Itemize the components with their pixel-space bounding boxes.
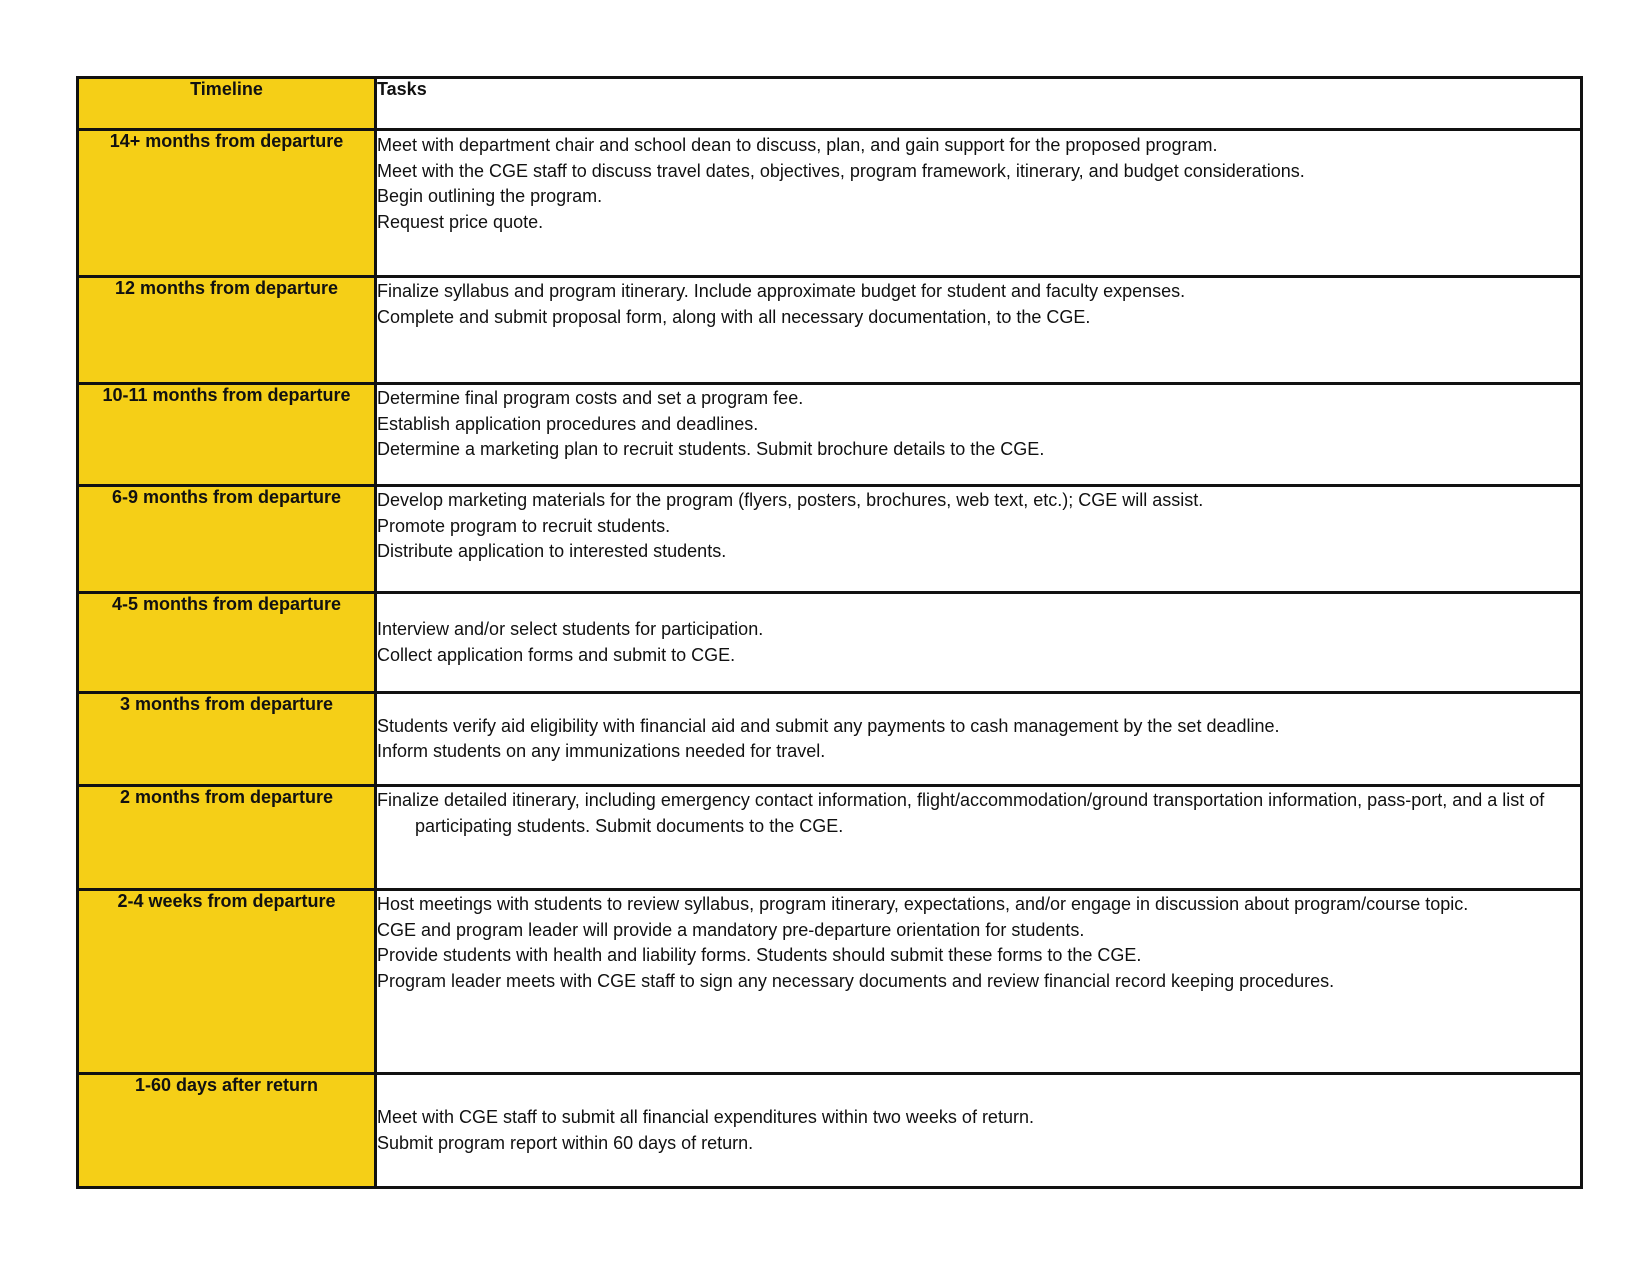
task-list — [377, 617, 1580, 668]
task-list — [377, 386, 1580, 463]
tasks-cell — [376, 786, 1582, 890]
task-item: CGE and program leader will provide a mandatory pre-departure orientation for students. — [377, 919, 1085, 940]
task-item: Meet with department chair and school dean to discuss, plan, and gain support for the proposed program. — [377, 135, 1218, 155]
task-item: Determine final program costs and set a program fee. — [377, 388, 804, 408]
task-item: Collect application forms and submit to CGE. — [377, 644, 736, 665]
timeline-cell: 14+ months from departure — [78, 130, 376, 277]
task-item: Program leader meets with CGE staff to sign any necessary documents and review financial record keeping procedures. — [377, 970, 1335, 991]
timeline-cell: 10-11 months from departure — [78, 384, 376, 486]
timeline-cell: 6-9 months from departure — [78, 486, 376, 593]
task-list — [377, 279, 1580, 330]
table-row — [78, 486, 1582, 593]
task-item: Provide students with health and liability forms. Students should submit these forms to the CGE. — [377, 945, 1142, 965]
table-header-row — [78, 78, 1582, 130]
tasks-cell — [376, 890, 1582, 1074]
timeline-cell: 2 months from departure — [78, 786, 376, 890]
timeline-cell: 2-4 weeks from departure — [78, 890, 376, 1074]
table-row — [78, 693, 1582, 786]
task-item: Establish application procedures and deadlines. — [377, 413, 759, 434]
tasks-cell — [376, 693, 1582, 786]
tasks-cell — [376, 130, 1582, 277]
tasks-cell — [376, 1074, 1582, 1188]
task-item: Begin outlining the program. — [377, 186, 603, 206]
tasks-cell — [376, 384, 1582, 486]
table-row — [78, 130, 1582, 277]
table-row — [78, 786, 1582, 890]
task-item: Finalize detailed itinerary, including emergency contact information, flight/accommodation/ground transportation information, pass-port, and a list of participating students. Submit documents to the CGE. — [377, 790, 1545, 836]
task-list — [377, 1105, 1580, 1156]
table-row — [78, 1074, 1582, 1188]
tasks-cell — [376, 277, 1582, 384]
tasks-cell — [376, 486, 1582, 593]
timeline-column-header: Timeline — [78, 78, 376, 130]
table-row — [78, 890, 1582, 1074]
table-row — [78, 593, 1582, 693]
tasks-cell — [376, 593, 1582, 693]
task-item: Distribute application to interested students. — [377, 541, 727, 561]
timeline-cell: 1-60 days after return — [78, 1074, 376, 1188]
task-list — [377, 788, 1580, 839]
task-item: Meet with the CGE staff to discuss travel dates, objectives, program framework, itinerary, and budget considerations. — [377, 160, 1305, 181]
task-item: Promote program to recruit students. — [377, 515, 671, 536]
task-list — [377, 714, 1580, 765]
task-item: Meet with CGE staff to submit all financial expenditures within two weeks of return. — [377, 1107, 1034, 1127]
timeline-cell: 4-5 months from departure — [78, 593, 376, 693]
timeline-cell: 12 months from departure — [78, 277, 376, 384]
task-item: Develop marketing materials for the program (flyers, posters, brochures, web text, etc.); CGE will assist. — [377, 490, 1204, 510]
task-item: Students verify aid eligibility with financial aid and submit any payments to cash management by the set deadline. — [377, 715, 1280, 736]
task-item: Complete and submit proposal form, along with all necessary documentation, to the CGE. — [377, 306, 1091, 327]
task-list — [377, 488, 1580, 565]
task-item: Request price quote. — [377, 211, 544, 232]
task-list — [377, 892, 1580, 994]
task-item: Submit program report within 60 days of return. — [377, 1132, 754, 1153]
task-item: Finalize syllabus and program itinerary. Include approximate budget for student and faculty expenses. — [377, 281, 1186, 301]
timeline-table — [76, 76, 1583, 1189]
tasks-column-header: Tasks — [376, 78, 1582, 130]
task-list — [377, 133, 1580, 235]
table-row — [78, 277, 1582, 384]
task-item: Interview and/or select students for participation. — [377, 619, 764, 639]
task-item: Inform students on any immunizations needed for travel. — [377, 741, 826, 761]
timeline-cell: 3 months from departure — [78, 693, 376, 786]
task-item: Host meetings with students to review syllabus, program itinerary, expectations, and/or engage in discussion about program/course topic. — [377, 894, 1469, 914]
task-item: Determine a marketing plan to recruit students. Submit brochure details to the CGE. — [377, 439, 1045, 459]
table-row — [78, 384, 1582, 486]
